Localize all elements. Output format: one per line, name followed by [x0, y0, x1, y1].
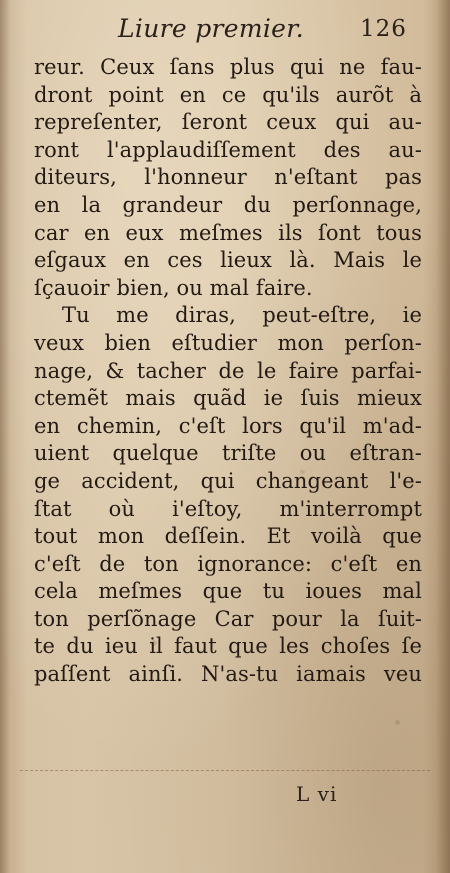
running-head: Liure premier.	[118, 14, 304, 43]
text-line: ge accident, qui changeant l'e-	[34, 468, 422, 493]
text-line: c'eſt de ton ignorance: c'eſt en	[34, 551, 422, 576]
signature-mark: L vi	[296, 782, 338, 806]
text-line: ſçauoir bien, ou mal faire.	[34, 275, 313, 300]
page-edge-shadow-left	[0, 0, 10, 873]
text-line: tout mon deſſein. Et voilà que	[34, 524, 422, 549]
text-line: repreſenter, ſeront ceux qui au-	[34, 110, 422, 135]
page-number: 126	[360, 16, 407, 42]
text-line: te du ieu il faut que les choſes ſe	[34, 634, 422, 659]
paragraph-start-line: Tu me diras, peut-eſtre, ie	[62, 303, 422, 328]
pencil-guide-line	[20, 770, 430, 771]
body-text	[34, 54, 422, 689]
foxing-stain	[395, 720, 400, 725]
text-line: veux bien eſtudier mon perſon-	[34, 330, 422, 355]
text-line: en chemin, c'eſt lors qu'il m'ad-	[34, 413, 422, 438]
text-line: cela meſmes que tu ioues mal	[34, 579, 422, 604]
text-line: paſſent ainſi. N'as-tu iamais veu	[34, 662, 422, 687]
page-header	[0, 14, 450, 48]
text-line: en la grandeur du perſonnage,	[34, 192, 422, 217]
text-line: car en eux meſmes ils ſont tous	[34, 220, 422, 245]
text-line: dront point en ce qu'ils aurõt à	[34, 82, 422, 107]
text-line: ront l'applaudiſſement des au-	[34, 137, 422, 162]
text-line: ton perſõnage Car pour la ſuit-	[34, 606, 422, 631]
text-line: eſgaux en ces lieux là. Mais le	[34, 248, 422, 273]
text-line: ſtat où i'eſtoy, m'interrompt	[34, 496, 422, 521]
page-edge-shadow-right	[436, 0, 450, 873]
text-line: reur. Ceux ſans plus qui ne fau-	[34, 55, 422, 79]
text-line: diteurs, l'honneur n'eſtant pas	[34, 165, 422, 190]
text-line: ctemẽt mais quãd ie ſuis mieux	[34, 386, 422, 411]
text-line: nage, & tacher de le faire parfai-	[34, 358, 422, 383]
text-line: uient quelque triſte ou eſtran-	[34, 441, 422, 466]
